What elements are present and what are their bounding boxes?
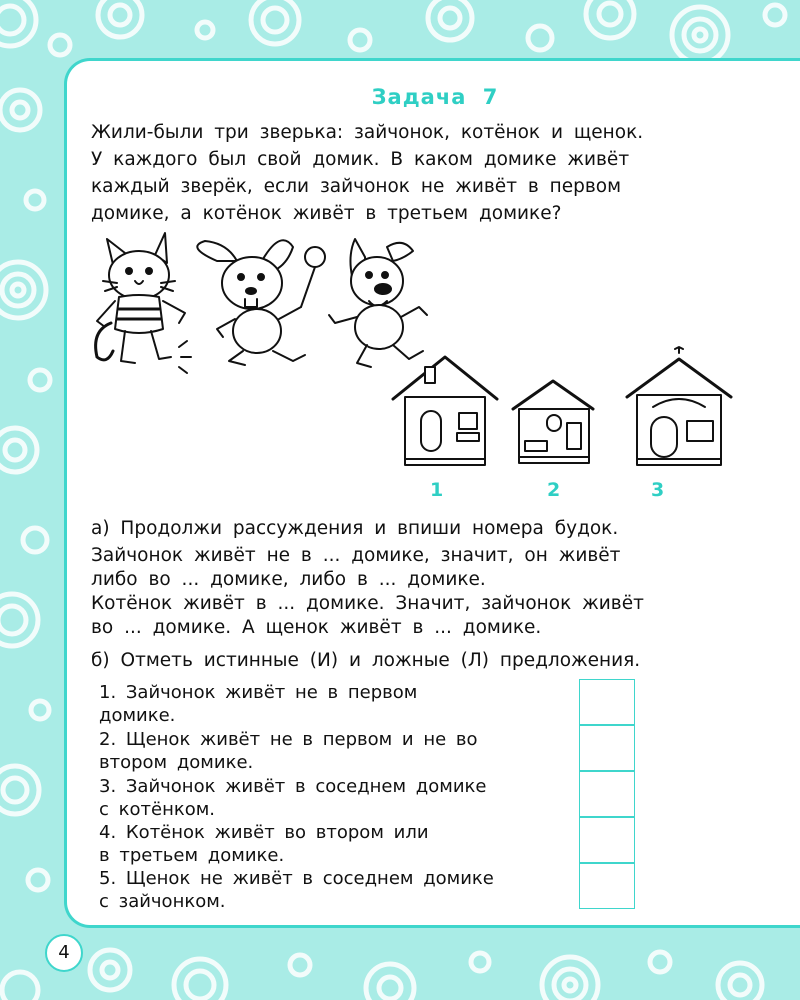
- statement-2-line-1: 2. Щенок живёт не в первом и не во: [99, 729, 478, 750]
- house-label-2: 2: [547, 479, 561, 501]
- house-1-icon: [393, 357, 497, 465]
- statement-4-line-1: 4. Котёнок живёт во втором или: [99, 822, 429, 843]
- statement-3-line-1: 3. Зайчонок живёт в соседнем домике: [99, 776, 487, 797]
- part-a-line-2: либо во ... домике, либо в ... домике.: [91, 569, 486, 590]
- statement-3-line-2: с котёнком.: [99, 799, 216, 820]
- part-a-heading: а) Продолжи рассуждения и впиши номера будок.: [91, 518, 619, 539]
- part-a-line-1: Зайчонок живёт не в ... домике, значит, он живёт: [91, 545, 621, 566]
- intro-line-1: Жили-были три зверька: зайчонок, котёнок и щенок.: [91, 122, 644, 143]
- house-2-icon: [513, 381, 593, 463]
- part-a-line-3: Котёнок живёт в ... домике. Значит, зайчонок живёт: [91, 593, 644, 614]
- task-title: Задача 7: [371, 85, 499, 109]
- answer-box-3[interactable]: [579, 771, 635, 817]
- part-b-heading: б) Отметь истинные (И) и ложные (Л) предложения.: [91, 650, 641, 671]
- statement-4-line-2: в третьем домике.: [99, 845, 285, 866]
- part-a-line-4: во ... домике. А щенок живёт в ... домике.: [91, 617, 542, 638]
- house-label-1: 1: [430, 479, 444, 501]
- answer-box-2[interactable]: [579, 725, 635, 771]
- statement-2-line-2: втором домике.: [99, 752, 254, 773]
- statement-1-line-2: домике.: [99, 705, 176, 726]
- intro-line-4: домике, а котёнок живёт в третьем домике?: [91, 203, 562, 224]
- answer-box-4[interactable]: [579, 817, 635, 863]
- statement-1-line-1: 1. Зайчонок живёт не в первом: [99, 682, 418, 703]
- bunny-icon: [197, 240, 325, 365]
- task-card: [64, 58, 800, 928]
- house-label-3: 3: [651, 479, 665, 501]
- house-3-icon: [627, 347, 731, 465]
- intro-line-3: каждый зверёк, если зайчонок не живёт в первом: [91, 176, 622, 197]
- kitten-icon: [96, 233, 191, 373]
- statement-5-line-1: 5. Щенок не живёт в соседнем домике: [99, 868, 494, 889]
- intro-line-2: У каждого был свой домик. В каком домике живёт: [91, 149, 630, 170]
- puppy-icon: [329, 239, 427, 367]
- statement-5-line-2: с зайчонком.: [99, 891, 226, 912]
- answer-box-1[interactable]: [579, 679, 635, 725]
- illustration: [67, 61, 800, 511]
- page-number: 4: [45, 934, 83, 972]
- answer-box-5[interactable]: [579, 863, 635, 909]
